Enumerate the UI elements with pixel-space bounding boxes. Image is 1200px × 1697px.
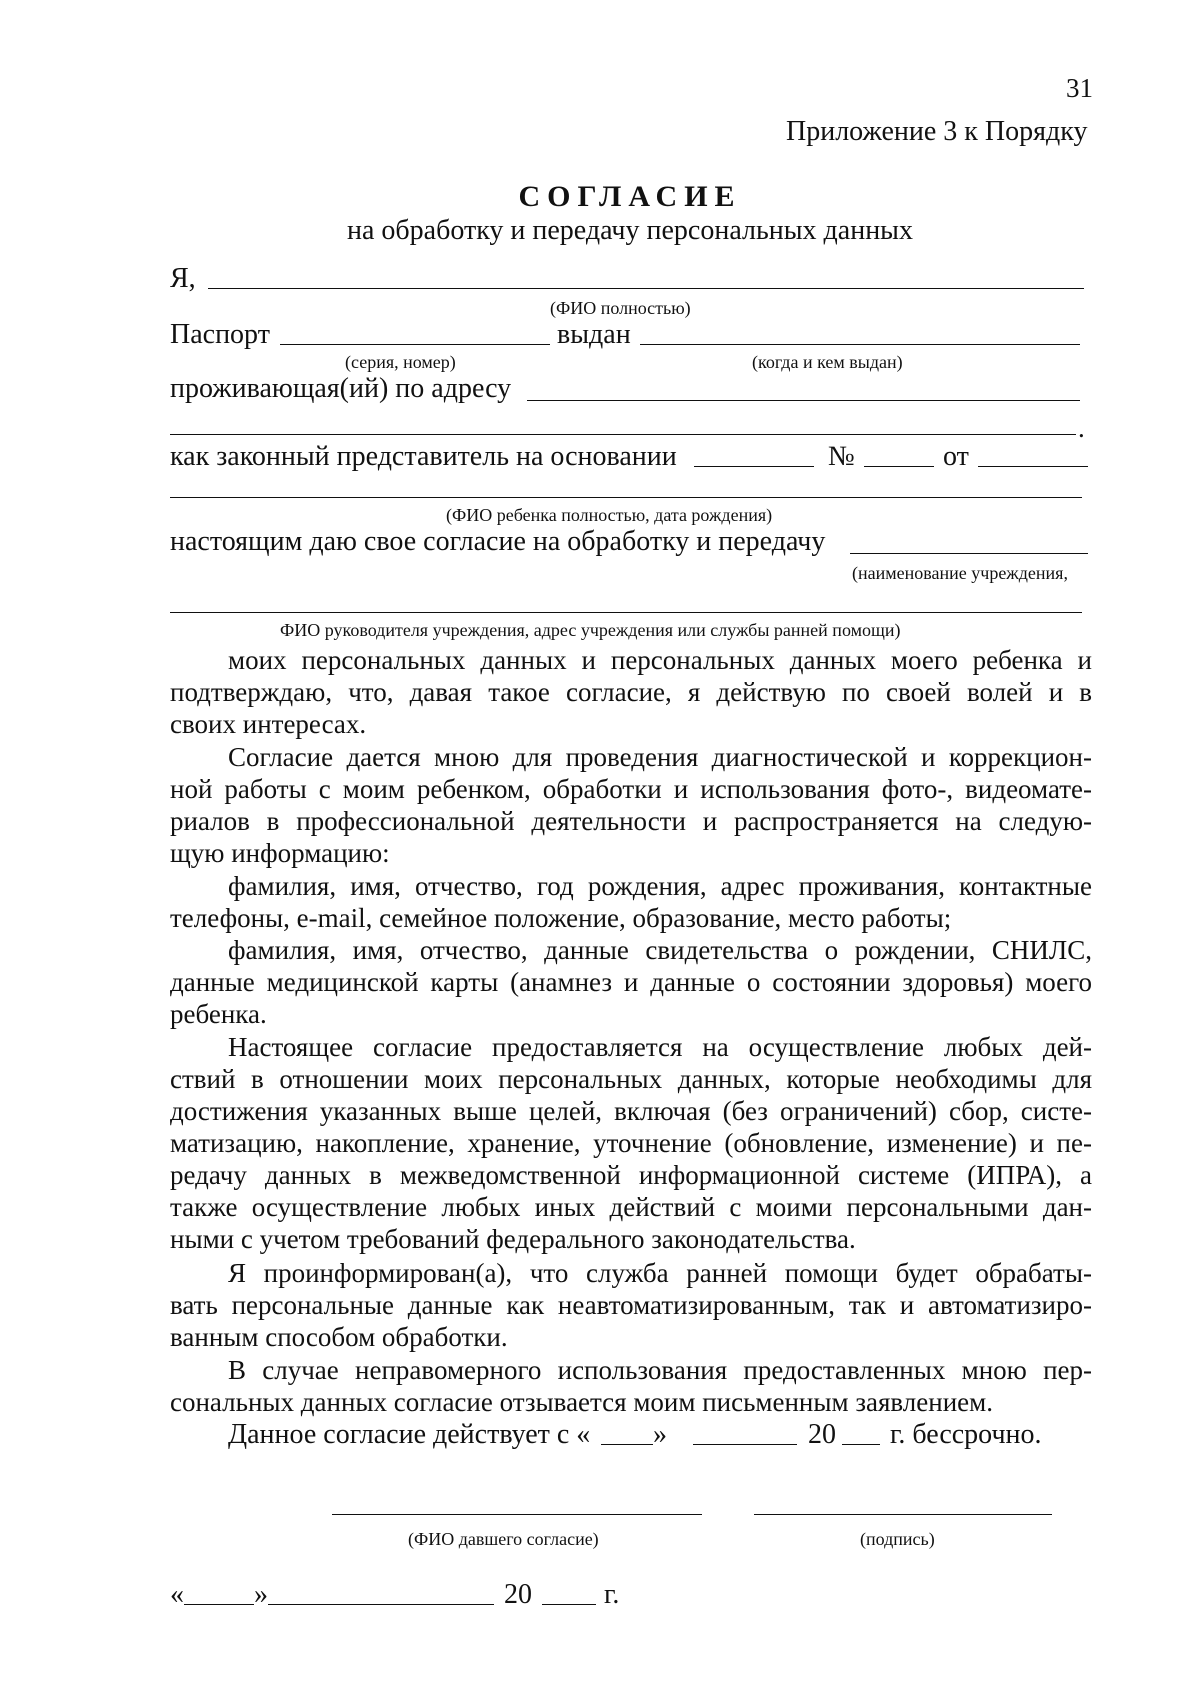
text-line: матизацию, накопление, хранение, уточнение (обновление, изменение) и пе- <box>170 1128 1092 1158</box>
passport-label: Паспорт <box>170 319 270 350</box>
text-line: сональных данных согласие отзывается моим письменным заявлением. <box>170 1387 993 1417</box>
text-line: редачу данных в межведомственной информационной системе (ИПРА), а <box>170 1160 1092 1190</box>
text-line: ной работы с моим ребенком, обработки и использования фото-, видеомате- <box>170 774 1092 804</box>
institution-line-2[interactable] <box>170 612 1082 613</box>
text-line: ребенка. <box>170 999 267 1029</box>
document-subtitle: на обработку и передачу персональных данных <box>347 215 913 246</box>
text-line: телефоны, e-mail, семейное положение, образование, место работы; <box>170 903 952 933</box>
validity-quote-close: » <box>653 1419 667 1450</box>
passport-series-line[interactable] <box>280 344 550 345</box>
date-year-prefix: 20 <box>504 1579 532 1610</box>
address-line-2[interactable] <box>170 434 1076 435</box>
paragraph-6 <box>170 1257 1092 1353</box>
appendix-reference: Приложение 3 к Порядку <box>786 116 1088 147</box>
paragraph-2 <box>170 741 1092 869</box>
paragraph-7 <box>170 1354 1092 1418</box>
validity-suffix: г. бессрочно. <box>890 1419 1042 1450</box>
text-line: В случае неправомерного использования предоставленных мною пер- <box>228 1355 1092 1385</box>
paragraph-3 <box>170 870 1092 934</box>
date-month-line[interactable] <box>268 1604 494 1605</box>
document-title: СОГЛАСИЕ <box>518 180 742 213</box>
child-caption: (ФИО ребенка полностью, дата рождения) <box>446 505 773 525</box>
date-year-line[interactable] <box>542 1604 596 1605</box>
number-line[interactable] <box>864 466 934 467</box>
paragraph-1 <box>170 644 1092 740</box>
address-end-dot: . <box>1078 413 1085 443</box>
institution-line-1[interactable] <box>850 553 1088 554</box>
text-line: фамилия, имя, отчество, данные свидетельства о рождении, СНИЛС, <box>228 935 1092 965</box>
validity-day-line[interactable] <box>601 1444 653 1445</box>
text-line: подтверждаю, что, давая такое согласие, я действую по своей волей и в <box>170 677 1092 707</box>
institution-caption-2: ФИО руководителя учреждения, адрес учреждения или службы ранней помощи) <box>280 620 901 640</box>
text-line: Я проинформирован(а), что служба ранней помощи будет обрабаты- <box>228 1258 1092 1288</box>
passport-issued-line[interactable] <box>640 344 1080 345</box>
signer-fio-line[interactable] <box>332 1514 702 1515</box>
text-line: ванным способом обработки. <box>170 1322 508 1352</box>
from-label: от <box>943 441 969 472</box>
signature-line[interactable] <box>754 1514 1052 1515</box>
text-line: ствий в отношении моих персональных данных, которые необходимы для <box>170 1064 1092 1094</box>
text-line: вать персональные данные как неавтоматизированным, так и автоматизиро- <box>170 1290 1092 1320</box>
ya-label: Я, <box>170 263 196 294</box>
text-line: также осуществление любых иных действий с моими персональными дан- <box>170 1192 1092 1222</box>
paragraph-4 <box>170 934 1092 1030</box>
validity-prefix: Данное согласие действует с « <box>228 1419 591 1450</box>
date-close-quote: » <box>254 1579 268 1610</box>
text-line: фамилия, имя, отчество, год рождения, адрес проживания, контактные <box>228 871 1092 901</box>
fio-field-line[interactable] <box>208 288 1084 289</box>
date-open-quote: « <box>170 1579 184 1610</box>
text-line: ными с учетом требований федерального законодательства. <box>170 1224 856 1254</box>
validity-year-prefix: 20 <box>808 1419 836 1450</box>
number-label: № <box>828 441 855 472</box>
text-line: моих персональных данных и персональных данных моего ребенка и <box>228 645 1092 675</box>
text-line: риалов в профессиональной деятельности и распространяется на следую- <box>170 806 1092 836</box>
text-line: своих интересах. <box>170 709 367 739</box>
child-fio-line[interactable] <box>170 497 1082 498</box>
text-line: достижения указанных выше целей, включая (без ограничений) сбор, систе- <box>170 1096 1092 1126</box>
text-line: данные медицинской карты (анамнез и данные о состоянии здоровья) моего <box>170 967 1092 997</box>
paragraph-5 <box>170 1031 1092 1255</box>
signer-fio-caption: (ФИО давшего согласие) <box>408 1529 599 1549</box>
text-line: Настоящее согласие предоставляется на осуществление любых дей- <box>228 1032 1092 1062</box>
address-label: проживающая(ий) по адресу <box>170 373 512 404</box>
fio-caption: (ФИО полностью) <box>550 298 691 318</box>
address-line-1[interactable] <box>527 400 1080 401</box>
validity-year-line[interactable] <box>842 1444 880 1445</box>
validity-month-line[interactable] <box>693 1444 797 1445</box>
text-line: Согласие дается мною для проведения диагностической и коррекцион- <box>228 742 1092 772</box>
from-date-line[interactable] <box>978 466 1088 467</box>
issued-caption: (когда и кем выдан) <box>752 352 903 372</box>
page-number: 31 <box>1066 73 1093 103</box>
consent-label: настоящим даю свое согласие на обработку и передачу <box>170 526 826 557</box>
signature-caption: (подпись) <box>860 1529 935 1549</box>
issued-label: выдан <box>557 319 631 350</box>
institution-caption: (наименование учреждения, <box>852 563 1068 583</box>
series-caption: (серия, номер) <box>345 352 456 372</box>
date-day-line[interactable] <box>184 1604 254 1605</box>
text-line: щую информацию: <box>170 838 390 868</box>
basis-line[interactable] <box>694 466 814 467</box>
representative-label: как законный представитель на основании <box>170 441 677 472</box>
date-suffix: г. <box>604 1579 620 1610</box>
